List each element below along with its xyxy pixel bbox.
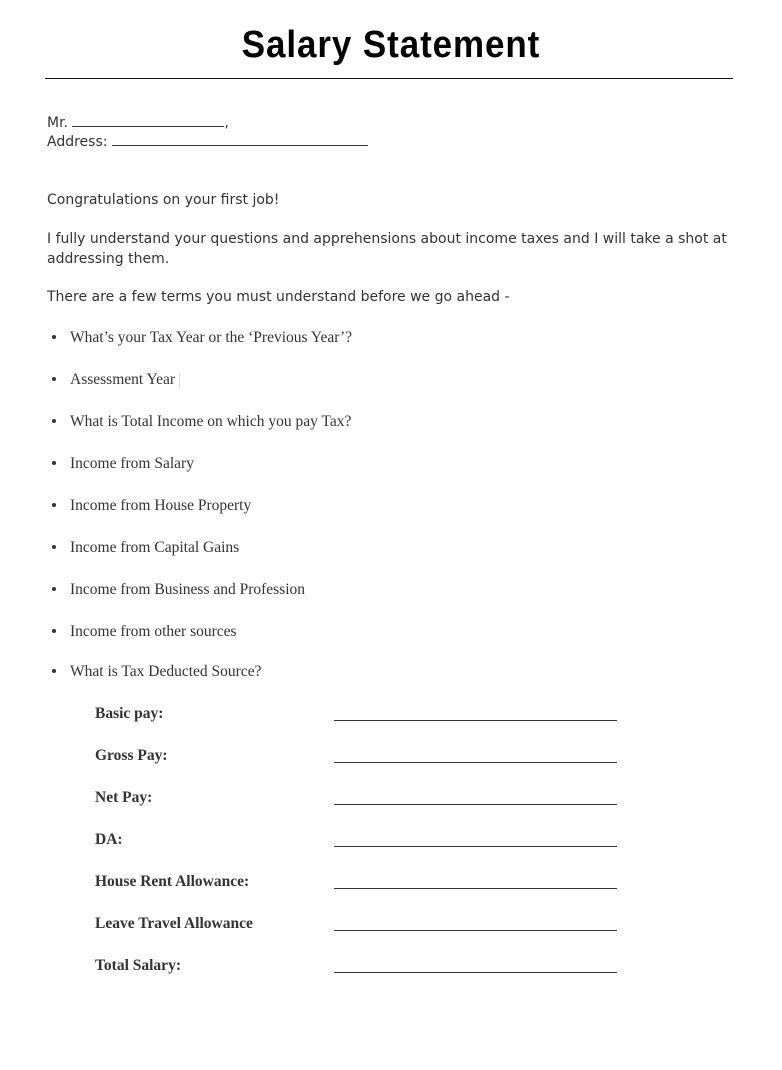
bullet-icon — [52, 669, 56, 673]
list-item-text: Income from Salary — [70, 455, 194, 472]
list-item-text: Assessment Year — [70, 371, 176, 388]
list-item-text: What is Total Income on which you pay Tax? — [70, 413, 352, 430]
list-item — [52, 623, 237, 641]
field-blank-basic-pay[interactable] — [334, 720, 617, 721]
document-title: Salary Statement — [241, 24, 541, 66]
title-divider — [45, 78, 733, 79]
list-item-text: Income from House Property — [70, 497, 252, 514]
list-item — [52, 497, 251, 515]
bullet-icon — [52, 587, 56, 591]
address-line — [47, 133, 368, 150]
paragraph-congrats: Congratulations on your first job! — [47, 192, 280, 208]
field-blank-gross-pay[interactable] — [334, 762, 617, 763]
field-label-da: DA: — [95, 831, 123, 848]
mr-name-blank[interactable] — [72, 114, 224, 127]
field-label-total-salary: Total Salary: — [95, 957, 181, 974]
list-item-text: Income from other sources — [70, 623, 237, 640]
address-label: Address: — [47, 134, 108, 150]
mr-label: Mr. — [47, 115, 68, 131]
list-item — [52, 455, 194, 473]
bullet-icon — [52, 419, 56, 423]
field-blank-da[interactable] — [334, 846, 617, 847]
list-item — [52, 371, 180, 389]
field-blank-total-salary[interactable] — [334, 972, 617, 973]
field-label-net-pay: Net Pay: — [95, 789, 153, 806]
list-item-text: What is Tax Deducted Source? — [70, 663, 262, 680]
bullet-icon — [52, 377, 56, 381]
bullet-icon — [52, 503, 56, 507]
list-item — [52, 413, 351, 431]
paragraph-terms-intro: There are a few terms you must understand before we go ahead - — [47, 289, 510, 305]
field-label-gross-pay: Gross Pay: — [95, 747, 168, 764]
field-blank-net-pay[interactable] — [334, 804, 617, 805]
bullet-icon — [52, 335, 56, 339]
list-item-text: Income from Business and Profession — [70, 581, 306, 598]
field-label-basic-pay: Basic pay: — [95, 705, 164, 722]
list-item — [52, 663, 261, 681]
list-item-text: Income from Capital Gains — [70, 539, 240, 556]
list-item-text: What’s your Tax Year or the ‘Previous Year’? — [70, 329, 353, 346]
field-label-leave-travel-allowance: Leave Travel Allowance — [95, 915, 253, 932]
text-cursor — [179, 372, 180, 389]
field-blank-house-rent-allowance[interactable] — [334, 888, 617, 889]
bullet-icon — [52, 629, 56, 633]
field-label-house-rent-allowance: House Rent Allowance: — [95, 873, 250, 890]
list-item — [52, 581, 305, 599]
mr-suffix: , — [224, 115, 229, 131]
field-blank-leave-travel-allowance[interactable] — [334, 930, 617, 931]
bullet-icon — [52, 545, 56, 549]
mr-line — [47, 114, 229, 131]
address-blank[interactable] — [112, 133, 368, 146]
paragraph-intro: I fully understand your questions and apprehensions about income taxes and I will take a shot at addressing them. — [47, 231, 727, 267]
list-item — [52, 329, 352, 347]
list-item — [52, 539, 239, 557]
bullet-icon — [52, 461, 56, 465]
